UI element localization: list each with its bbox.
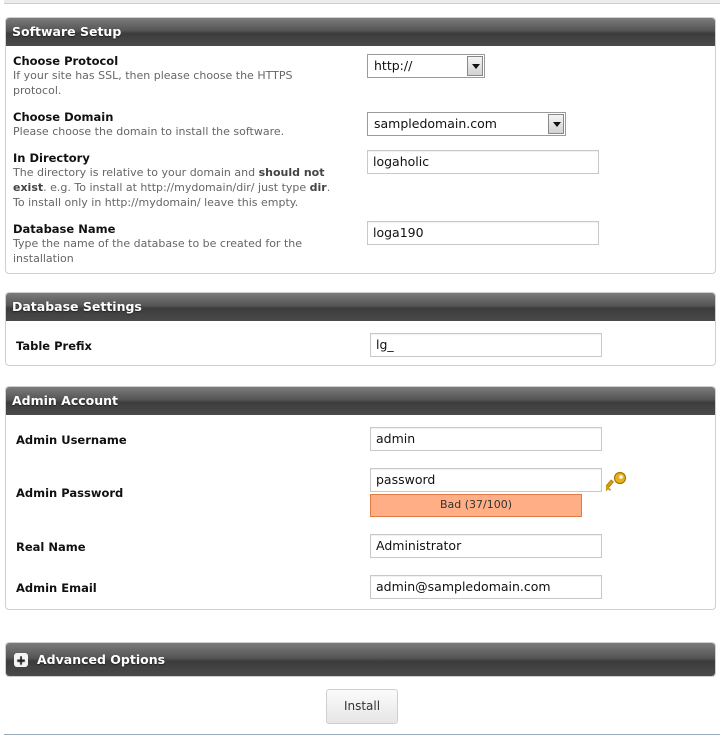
admin-email-label: Admin Email	[16, 581, 97, 595]
install-button[interactable]: Install	[326, 689, 398, 724]
database-name-input[interactable]: loga190	[367, 221, 599, 245]
database-name-label: Database Name	[13, 222, 116, 236]
bottom-divider	[4, 734, 720, 735]
protocol-desc: If your site has SSL, then please choose the HTTPS protocol.	[13, 69, 293, 97]
top-divider	[4, 0, 720, 4]
admin-password-label: Admin Password	[16, 486, 124, 500]
protocol-label: Choose Protocol	[13, 54, 119, 68]
advanced-options-header[interactable]	[6, 643, 715, 676]
database-name-desc: Type the name of the database to be created for the installation	[13, 237, 303, 265]
password-strength-meter: Bad (37/100)	[370, 494, 582, 517]
directory-desc: The directory is relative to your domain and should not exist. e.g. To install at http://mydomain/dir/ just type dir. To install only in http://mydomain/ leave this empty.	[13, 166, 331, 209]
domain-label: Choose Domain	[13, 110, 114, 124]
table-prefix-label: Table Prefix	[16, 339, 92, 353]
chevron-down-icon[interactable]	[548, 114, 564, 134]
domain-select-value: sampledomain.com	[374, 116, 497, 131]
admin-password-input[interactable]: password	[370, 468, 602, 492]
protocol-select[interactable]	[367, 54, 485, 78]
database-settings-panel	[5, 292, 716, 366]
real-name-input[interactable]: Administrator	[370, 534, 602, 558]
database-settings-header: Database Settings	[6, 293, 715, 321]
protocol-select-value: http://	[374, 58, 413, 73]
advanced-options-label: Advanced Options	[37, 652, 166, 667]
plus-icon[interactable]: +	[15, 653, 27, 667]
software-setup-header: Software Setup	[6, 18, 715, 46]
admin-email-input[interactable]: admin@sampledomain.com	[370, 575, 602, 599]
directory-label: In Directory	[13, 151, 90, 165]
admin-username-label: Admin Username	[16, 433, 127, 447]
domain-select[interactable]	[367, 112, 566, 136]
chevron-down-icon[interactable]	[467, 56, 483, 76]
domain-desc: Please choose the domain to install the software.	[13, 125, 285, 138]
real-name-label: Real Name	[16, 540, 86, 554]
directory-input[interactable]: logaholic	[367, 150, 599, 174]
admin-username-input[interactable]: admin	[370, 427, 602, 451]
key-icon[interactable]	[606, 470, 628, 494]
admin-account-header: Admin Account	[6, 387, 715, 415]
table-prefix-input[interactable]: lg_	[370, 333, 602, 357]
advanced-options-panel[interactable]	[5, 642, 716, 677]
